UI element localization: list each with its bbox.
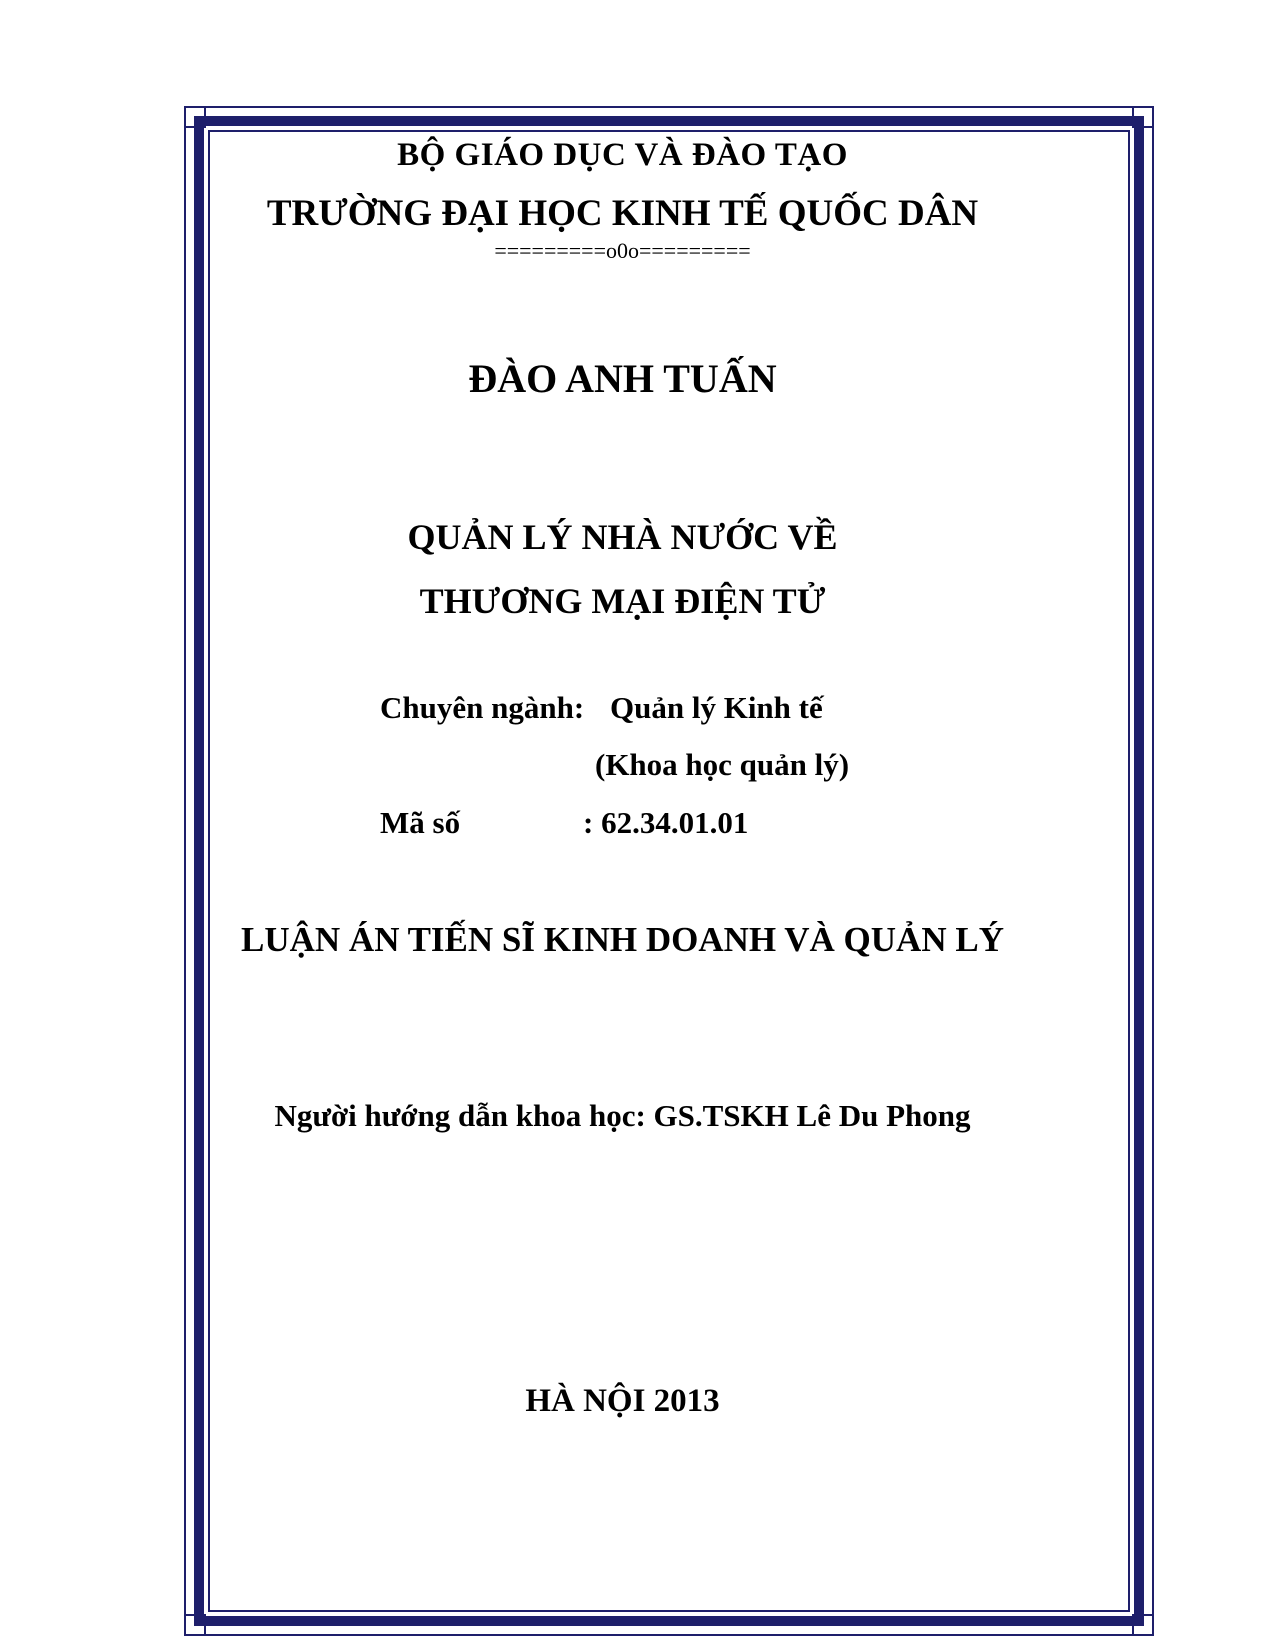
supervisor-line: Người hướng dẫn khoa học: GS.TSKH Lê Du Phong — [274, 1098, 971, 1133]
author-name: ĐÀO ANH TUẤN — [468, 356, 777, 401]
specialization-value: Quản lý Kinh tế — [610, 690, 823, 725]
specialization-label: Chuyên ngành: — [380, 690, 585, 725]
ministry-heading: BỘ GIÁO DỤC VÀ ĐÀO TẠO — [397, 137, 848, 173]
place-year: HÀ NỘI 2013 — [525, 1383, 720, 1419]
border-corner-bottom-right — [1132, 1614, 1154, 1636]
code-label: Mã số — [380, 805, 461, 840]
university-heading: TRƯỜNG ĐẠI HỌC KINH TẾ QUỐC DÂN — [266, 193, 979, 234]
thesis-title-line-2: THƯƠNG MẠI ĐIỆN TỬ — [419, 581, 826, 621]
thesis-title-line-1: QUẢN LÝ NHÀ NƯỚC VỀ — [407, 517, 838, 557]
border-corner-bottom-left — [184, 1614, 206, 1636]
code-value: : 62.34.01.01 — [583, 805, 749, 840]
border-corner-top-right — [1132, 106, 1154, 128]
specialization-subtitle: (Khoa học quản lý) — [595, 747, 850, 782]
degree-title: LUẬN ÁN TIẾN SĨ KINH DOANH VÀ QUẢN LÝ — [241, 920, 1004, 959]
heading-divider: =========o0o========= — [494, 238, 751, 263]
border-corner-top-left — [184, 106, 206, 128]
